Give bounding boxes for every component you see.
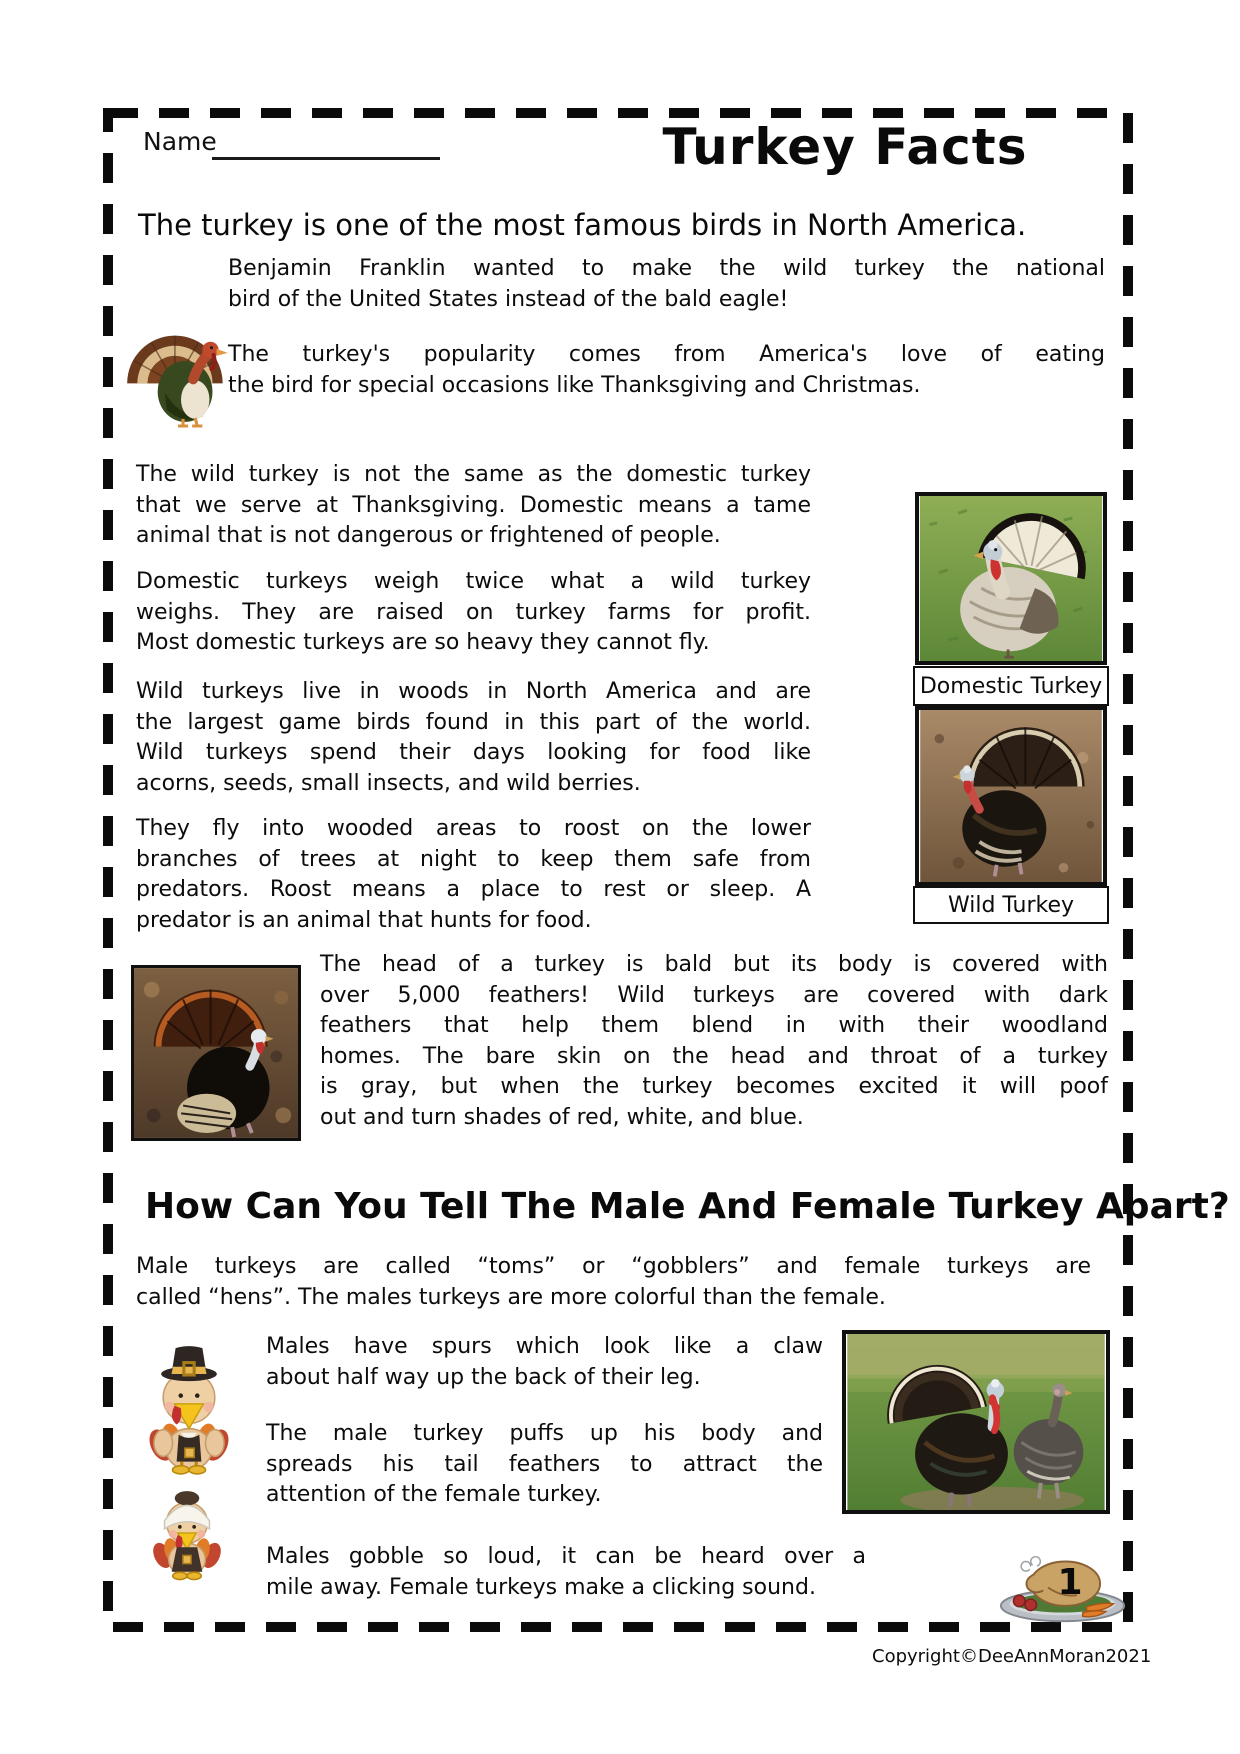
text-line: weighs. They are raised on turkey farms for profit. <box>136 599 811 625</box>
domestic-turkey-caption-text: Domestic Turkey <box>919 673 1103 699</box>
paragraph-feathers <box>320 950 1108 1133</box>
text-line: Wild turkeys live in woods in North America and are <box>136 679 811 704</box>
text-line: called “hens”. The males turkeys are more colorful than the female. <box>136 1284 886 1310</box>
text-line: Benjamin Franklin wanted to make the wild turkey the national <box>228 256 1105 281</box>
text-line: Males gobble so loud, it can be heard over a <box>266 1544 866 1569</box>
page-number: 1 <box>1057 1562 1083 1603</box>
text-line: Domestic turkeys weigh twice what a wild turkey <box>136 569 811 594</box>
paragraph-wild-habitat <box>136 677 811 799</box>
text-line: They fly into wooded areas to roost on the lower <box>136 816 811 841</box>
paragraph-roost <box>136 814 811 936</box>
text-line: The turkey's popularity comes from America's love of eating <box>228 342 1105 367</box>
pilgrim-boy-turkey-icon <box>146 1342 232 1476</box>
copyright-text: Copyright©DeeAnnMoran2021 <box>872 1646 1152 1667</box>
paragraph-domestic-weight <box>136 567 811 659</box>
text-line: that we serve at Thanksgiving. Domestic means a tame <box>136 492 811 518</box>
paragraph-toms-hens <box>136 1252 1091 1313</box>
paragraph-wild-vs-domestic <box>136 460 811 552</box>
text-line: homes. The bare skin on the head and throat of a turkey <box>320 1043 1108 1069</box>
text-line: Males have spurs which look like a claw <box>266 1334 823 1359</box>
text-line: animal that is not dangerous or frightened of people. <box>136 523 721 548</box>
text-line: predator is an animal that hunts for food. <box>136 907 592 933</box>
name-label: Name <box>143 127 217 156</box>
paragraph-gobble <box>266 1542 866 1603</box>
text-line: spreads his tail feathers to attract the <box>266 1451 823 1477</box>
text-line: Male turkeys are called “toms” or “gobblers” and female turkeys are <box>136 1254 1091 1279</box>
intro-sentence: The turkey is one of the most famous birds in North America. <box>138 208 1027 242</box>
pilgrim-girl-turkey-icon <box>151 1486 223 1582</box>
paragraph-spurs <box>266 1332 823 1393</box>
text-line: mile away. Female turkeys make a clicking sound. <box>266 1574 816 1600</box>
text-line: The wild turkey is not the same as the domestic turkey <box>136 462 811 487</box>
text-line: Most domestic turkeys are so heavy they cannot fly. <box>136 630 710 655</box>
section-heading: How Can You Tell The Male And Female Turkey Apart? <box>145 1186 1230 1227</box>
text-line: about half way up the back of their leg. <box>266 1364 701 1390</box>
paragraph-franklin <box>228 254 1105 315</box>
text-line: Wild turkeys spend their days looking for food like <box>136 740 811 765</box>
text-line: The head of a turkey is bald but its body is covered with <box>320 952 1108 977</box>
text-line: bird of the United States instead of the bald eagle! <box>228 286 789 312</box>
text-line: attention of the female turkey. <box>266 1482 602 1507</box>
text-line: is gray, but when the turkey becomes excited it will poof <box>320 1074 1108 1099</box>
page-title: Turkey Facts <box>662 118 1028 176</box>
text-line: acorns, seeds, small insects, and wild berries. <box>136 770 641 796</box>
strutting-wild-turkey-photo <box>131 965 301 1141</box>
text-line: The male turkey puffs up his body and <box>266 1421 823 1446</box>
paragraph-popularity <box>228 340 1105 401</box>
name-blank-line[interactable] <box>212 156 440 160</box>
text-line: feathers that help them blend in with their woodland <box>320 1013 1108 1038</box>
text-line: out and turn shades of red, white, and blue. <box>320 1104 804 1130</box>
domestic-turkey-caption <box>913 666 1109 706</box>
wild-turkey-photo <box>915 706 1107 886</box>
text-line: the bird for special occasions like Thanksgiving and Christmas. <box>228 372 921 398</box>
text-line: over 5,000 feathers! Wild turkeys are covered with dark <box>320 982 1108 1008</box>
wild-turkey-caption <box>913 886 1109 924</box>
wild-turkey-caption-text: Wild Turkey <box>947 892 1075 918</box>
domestic-turkey-photo <box>915 492 1107 665</box>
male-and-female-turkey-photo <box>842 1330 1110 1514</box>
text-line: predators. Roost means a place to rest or sleep. A <box>136 877 811 902</box>
text-line: branches of trees at night to keep them safe from <box>136 846 811 872</box>
text-line: the largest game birds found in this part of the world. <box>136 709 811 735</box>
vintage-turkey-clipart-icon <box>124 296 236 428</box>
paragraph-puffs <box>266 1419 823 1511</box>
